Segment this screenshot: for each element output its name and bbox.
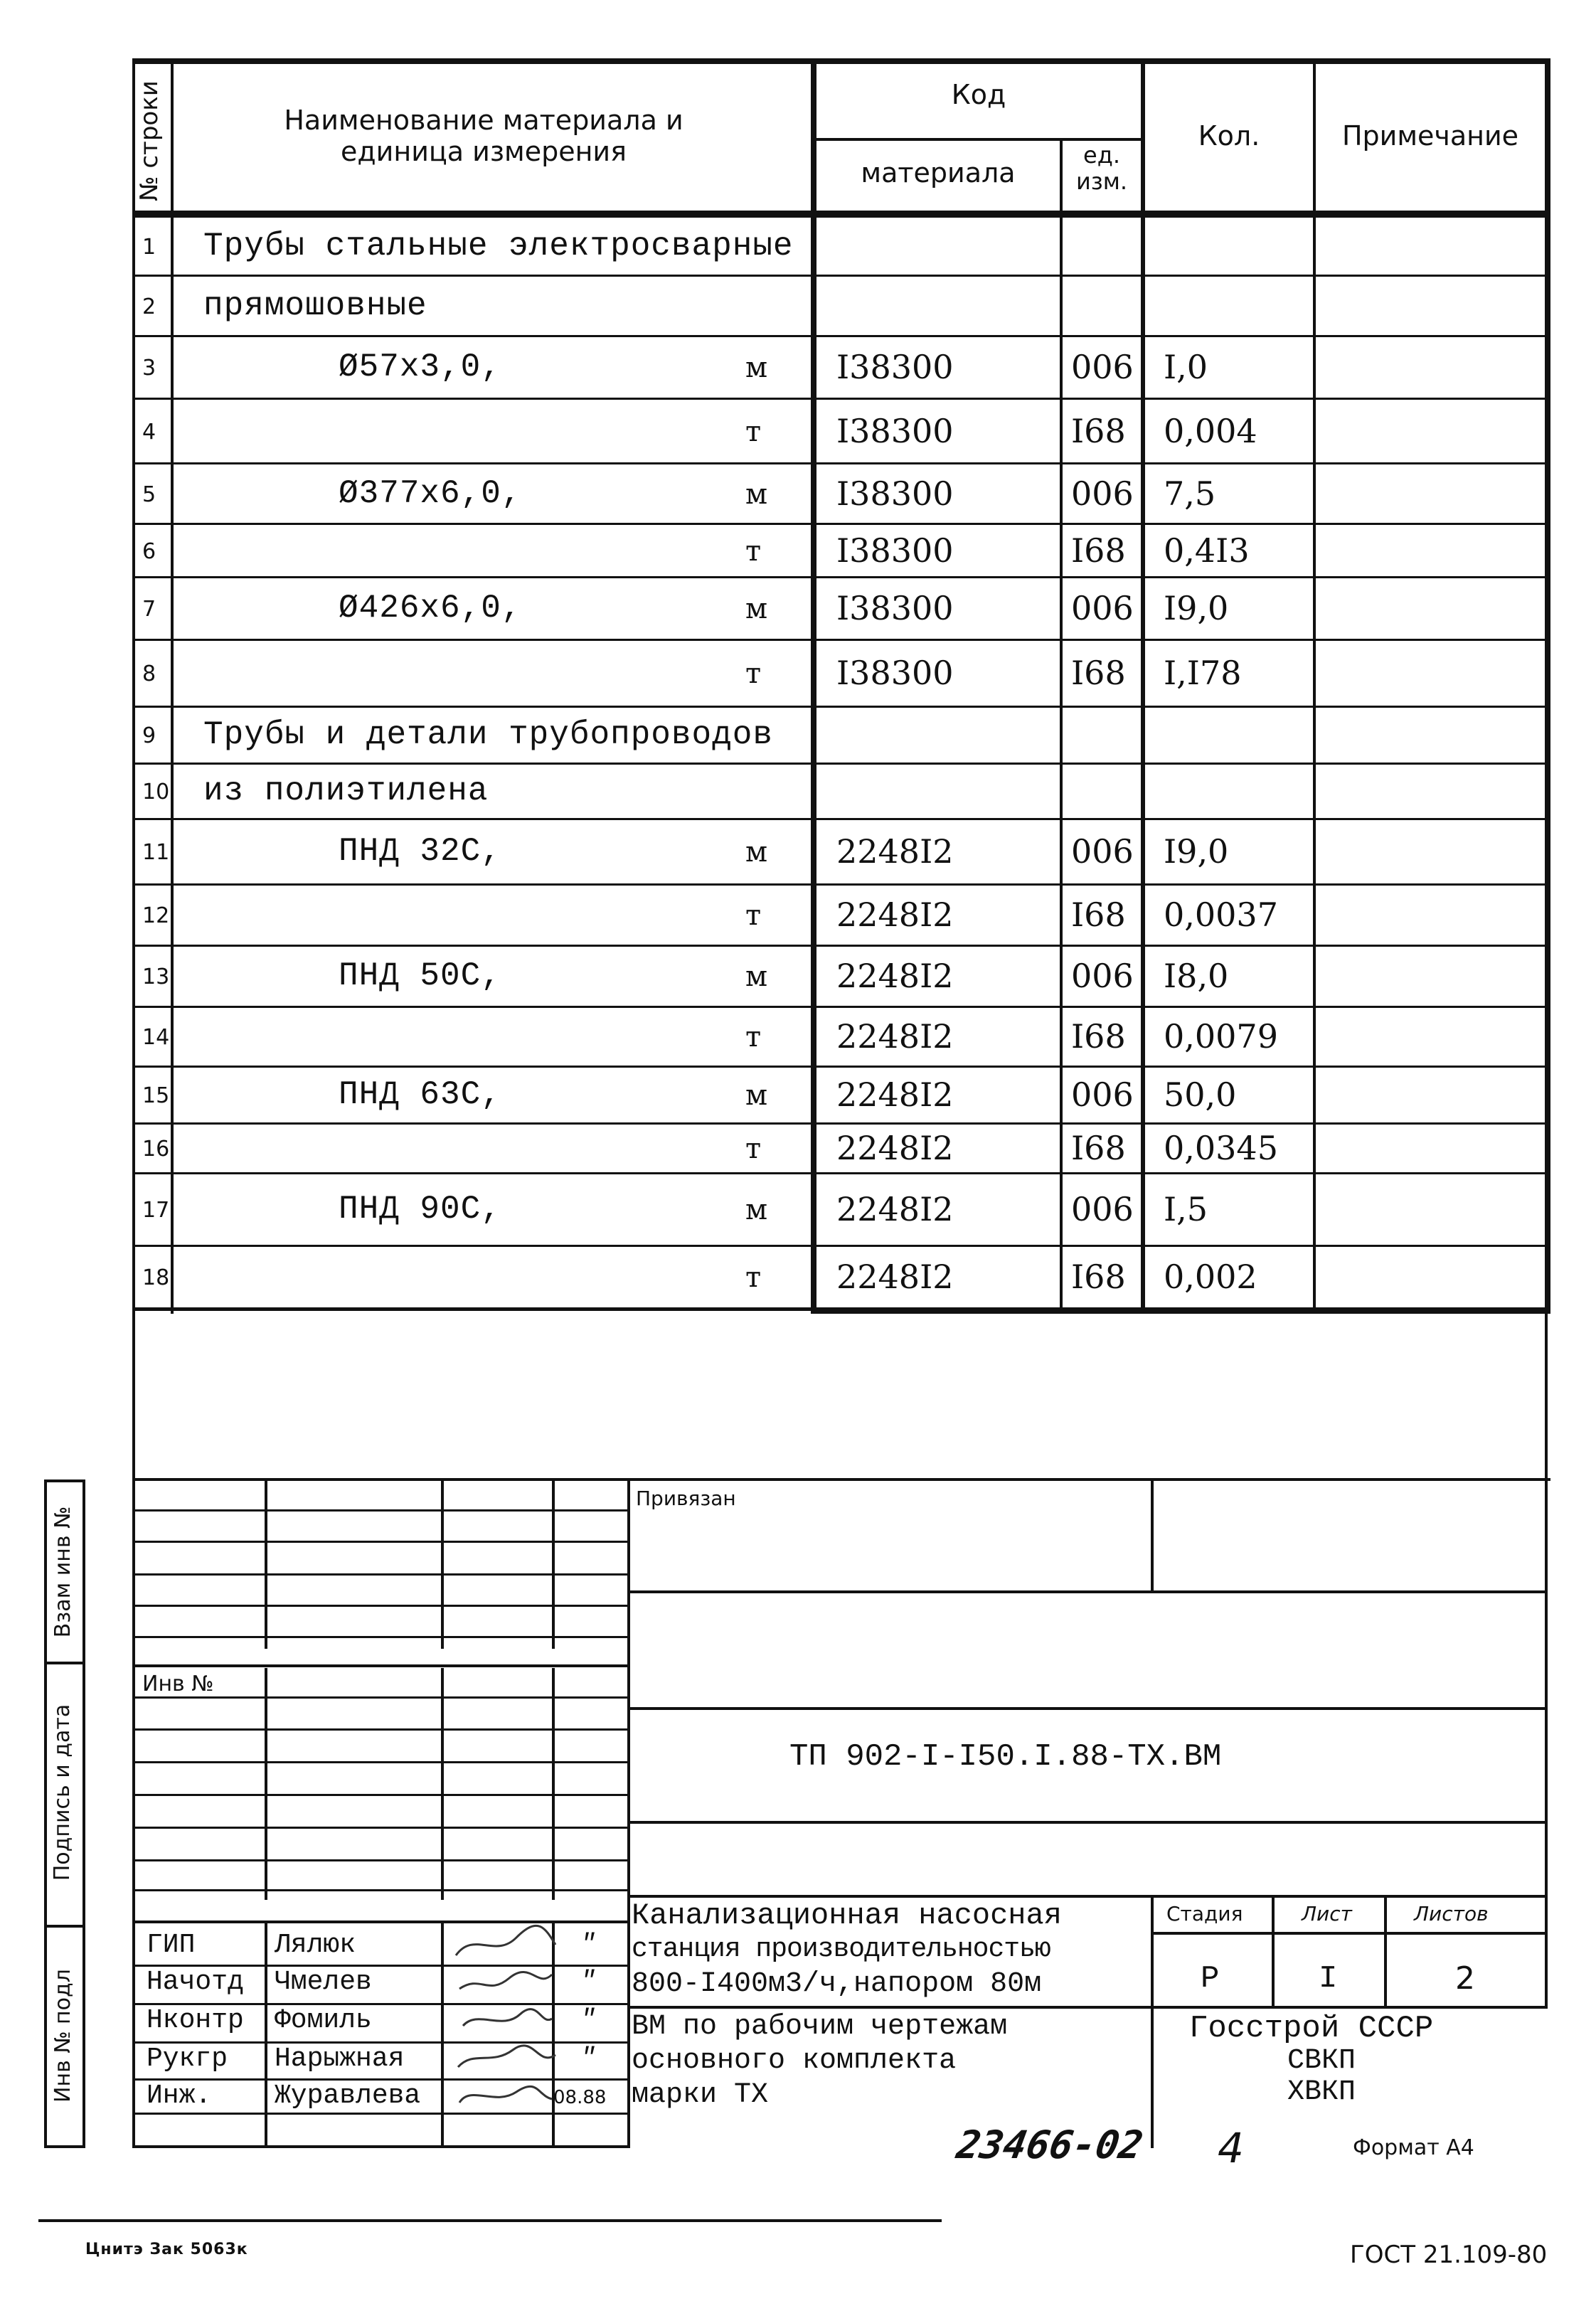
row-number: 6 (142, 539, 156, 564)
quantity: I9,0 (1164, 832, 1229, 871)
header-qty: Кол. (1198, 120, 1260, 152)
privyazan-label: Привязан (636, 1487, 736, 1510)
sheet-title-line-3: марки ТХ (632, 2079, 769, 2111)
unit-code: 006 (1071, 957, 1134, 995)
sign-date: " (580, 2005, 596, 2034)
unit-of-measure: т (745, 1132, 762, 1165)
person-role: Нконтр (147, 2005, 244, 2036)
person-role: Инж. (147, 2081, 212, 2111)
unit-code: 006 (1071, 832, 1134, 871)
side-label-vzam: Взам инв № (50, 1506, 75, 1638)
material-code: 2248I2 (836, 896, 954, 934)
material-name: ПНД 90С, (339, 1191, 501, 1228)
quantity: I,0 (1164, 348, 1208, 386)
material-name: Ø57x3,0, (339, 349, 501, 386)
unit-code: I68 (1071, 896, 1126, 934)
unit-code: 006 (1071, 1190, 1134, 1228)
material-name: Ø377x6,0, (339, 475, 522, 512)
unit-of-measure: м (745, 1194, 768, 1226)
material-name: ПНД 50С, (339, 957, 501, 994)
handwritten-signature-icon (452, 2074, 559, 2117)
org-line-1: Госстрой СССР (1189, 2011, 1434, 2046)
row-number: 18 (142, 1265, 170, 1290)
sheet-title-line-2: основного комплекта (632, 2045, 957, 2077)
person-name: Нарыжная (275, 2044, 405, 2074)
quantity: 0,002 (1164, 1258, 1257, 1296)
unit-code: 006 (1071, 348, 1134, 386)
row-number: 15 (142, 1083, 170, 1108)
quantity: 0,0037 (1164, 896, 1278, 934)
unit-of-measure: м (745, 1079, 768, 1112)
material-name: ПНД 63С, (339, 1076, 501, 1113)
unit-code: I68 (1071, 1129, 1126, 1167)
quantity: I,5 (1164, 1190, 1208, 1228)
row-number: 5 (142, 482, 156, 507)
header-unit-code: ед. изм. (1075, 142, 1128, 195)
header-code: Код (951, 79, 1006, 110)
material-code: 2248I2 (836, 1258, 954, 1296)
person-name: Чмелев (275, 1967, 372, 1997)
handwritten-signature-icon (452, 1960, 559, 2003)
row-number: 7 (142, 597, 156, 622)
quantity: 0,4I3 (1164, 531, 1250, 570)
side-label-podpis: Подпись и дата (50, 1704, 75, 1881)
table-row (132, 464, 1548, 524)
unit-code: I68 (1071, 654, 1126, 692)
footer-rule (38, 2219, 942, 2222)
description-line-3: 800-I400м3/ч,напором 80м (632, 1968, 1042, 2000)
unit-of-measure: т (745, 535, 762, 568)
unit-code: 006 (1071, 589, 1134, 627)
table-row (132, 578, 1548, 640)
material-code: I38300 (836, 474, 954, 513)
row-number: 13 (142, 965, 170, 989)
document-code: ТП 902-I-I50.I.88-ТХ.ВМ (789, 1739, 1222, 1775)
person-name: Лялюк (275, 1930, 356, 1960)
unit-code: I68 (1071, 531, 1126, 570)
description-line-1: Канализационная насосная (632, 1898, 1062, 1933)
quantity: 0,0079 (1164, 1017, 1278, 1056)
person-role: Начотд (147, 1967, 244, 1997)
unit-of-measure: т (745, 657, 762, 690)
table-row (132, 524, 1548, 578)
header-row-no: № строки (135, 80, 164, 201)
material-code: I38300 (836, 412, 954, 450)
row-number: 11 (142, 840, 170, 865)
stage-label: Стадия (1166, 1902, 1243, 1925)
person-role: Рукгр (147, 2044, 228, 2074)
row-number: 10 (142, 780, 170, 804)
handwritten-signature-icon (452, 1999, 559, 2041)
unit-of-measure: м (745, 960, 768, 993)
row-number: 1 (142, 235, 156, 260)
table-row (132, 764, 1548, 819)
material-code: I38300 (836, 348, 954, 386)
material-name: Ø426x6,0, (339, 590, 522, 627)
handwritten-signature-icon (452, 2037, 559, 2080)
material-code: 2248I2 (836, 1129, 954, 1167)
signature-row (132, 2078, 630, 2115)
sheet-title-line-1: ВМ по рабочим чертежам (632, 2011, 1008, 2043)
quantity: 50,0 (1164, 1075, 1237, 1114)
material-code: 2248I2 (836, 832, 954, 871)
material-name: ПНД 32С, (339, 833, 501, 870)
unit-of-measure: т (745, 1261, 762, 1294)
material-name: Трубы и детали трубопроводов (203, 716, 773, 753)
unit-of-measure: м (745, 836, 768, 868)
table-row (132, 218, 1548, 276)
material-name: из полиэтилена (203, 772, 489, 809)
unit-of-measure: м (745, 593, 768, 625)
material-code: I38300 (836, 531, 954, 570)
material-code: I38300 (836, 589, 954, 627)
quantity: I9,0 (1164, 589, 1229, 627)
table-row (132, 1246, 1548, 1309)
unit-code: I68 (1071, 1258, 1126, 1296)
table-row (132, 707, 1548, 764)
table-row (132, 946, 1548, 1007)
material-code: 2248I2 (836, 1190, 954, 1228)
inv-no-label: Инв № (142, 1672, 214, 1696)
sign-date: " (580, 1930, 596, 1959)
row-number: 2 (142, 294, 156, 319)
person-name: Фомиль (275, 2005, 372, 2036)
row-number: 3 (142, 356, 156, 381)
header-note: Примечание (1341, 120, 1519, 152)
material-code: 2248I2 (836, 1075, 954, 1114)
material-code: 2248I2 (836, 1017, 954, 1056)
table-row (132, 1007, 1548, 1067)
row-number: 14 (142, 1025, 170, 1050)
table-row (132, 1174, 1548, 1246)
sign-date: " (580, 2044, 596, 2073)
material-code: 2248I2 (836, 957, 954, 995)
table-row (132, 399, 1548, 464)
table-row (132, 885, 1548, 946)
row-number: 4 (142, 420, 156, 445)
table-row (132, 276, 1548, 336)
sheets-label: Листов (1414, 1902, 1489, 1925)
row-number: 9 (142, 723, 156, 748)
person-name: Журавлева (275, 2081, 421, 2111)
row-number: 17 (142, 1198, 170, 1223)
row-number: 12 (142, 903, 170, 928)
unit-of-measure: м (745, 478, 768, 511)
table-row (132, 640, 1548, 707)
table-row (132, 1124, 1548, 1174)
unit-code: 006 (1071, 474, 1134, 513)
person-role: ГИП (147, 1930, 196, 1960)
row-number: 8 (142, 662, 156, 686)
unit-of-measure: т (745, 899, 762, 932)
unit-code: I68 (1071, 1017, 1126, 1056)
print-stamp: Цнитэ Зак 5063к (85, 2241, 248, 2258)
header-material: материала (861, 157, 1016, 188)
org-line-2: СВКП (1287, 2045, 1356, 2077)
signature-row (132, 2003, 630, 2040)
signature-row (132, 1965, 630, 2002)
quantity: I,I78 (1164, 654, 1242, 692)
material-name: прямошовные (203, 287, 427, 324)
row-number: 16 (142, 1137, 170, 1162)
description-line-2: станция производительностью (632, 1934, 1050, 1965)
unit-code: 006 (1071, 1075, 1134, 1114)
table-row (132, 336, 1548, 399)
drawing-number: 23466-02 (953, 2123, 1147, 2167)
quantity: I8,0 (1164, 957, 1229, 995)
quantity: 0,0345 (1164, 1129, 1278, 1167)
side-label-inv-podl: Инв № подл (50, 1969, 75, 2103)
quantity: 7,5 (1164, 474, 1216, 513)
header-name: Наименование материала и единица измерения (284, 105, 683, 167)
stage-value: Р (1201, 1961, 1220, 1997)
material-name: Трубы стальные электросварные (203, 228, 794, 265)
table-row (132, 819, 1548, 885)
sheets-value: 2 (1455, 1960, 1475, 1997)
material-code: I38300 (836, 654, 954, 692)
unit-of-measure: т (745, 415, 762, 448)
signature-row (132, 2041, 630, 2078)
sheet-value: I (1319, 1961, 1338, 1997)
quantity: 0,004 (1164, 412, 1257, 450)
unit-of-measure: т (745, 1021, 762, 1053)
page-number: 4 (1218, 2124, 1244, 2172)
gost-label: ГОСТ 21.109-80 (1350, 2241, 1548, 2269)
unit-code: I68 (1071, 412, 1126, 450)
sign-date: " (580, 1967, 596, 1996)
org-line-3: ХВКП (1287, 2076, 1356, 2108)
sign-date: 08.88 (553, 2087, 607, 2108)
sheet-label: Лист (1302, 1902, 1352, 1925)
signature-row (132, 1928, 630, 1965)
format-label: Формат А4 (1353, 2135, 1474, 2160)
table-row (132, 1067, 1548, 1124)
handwritten-signature-icon (452, 1923, 559, 1966)
unit-of-measure: м (745, 351, 768, 384)
